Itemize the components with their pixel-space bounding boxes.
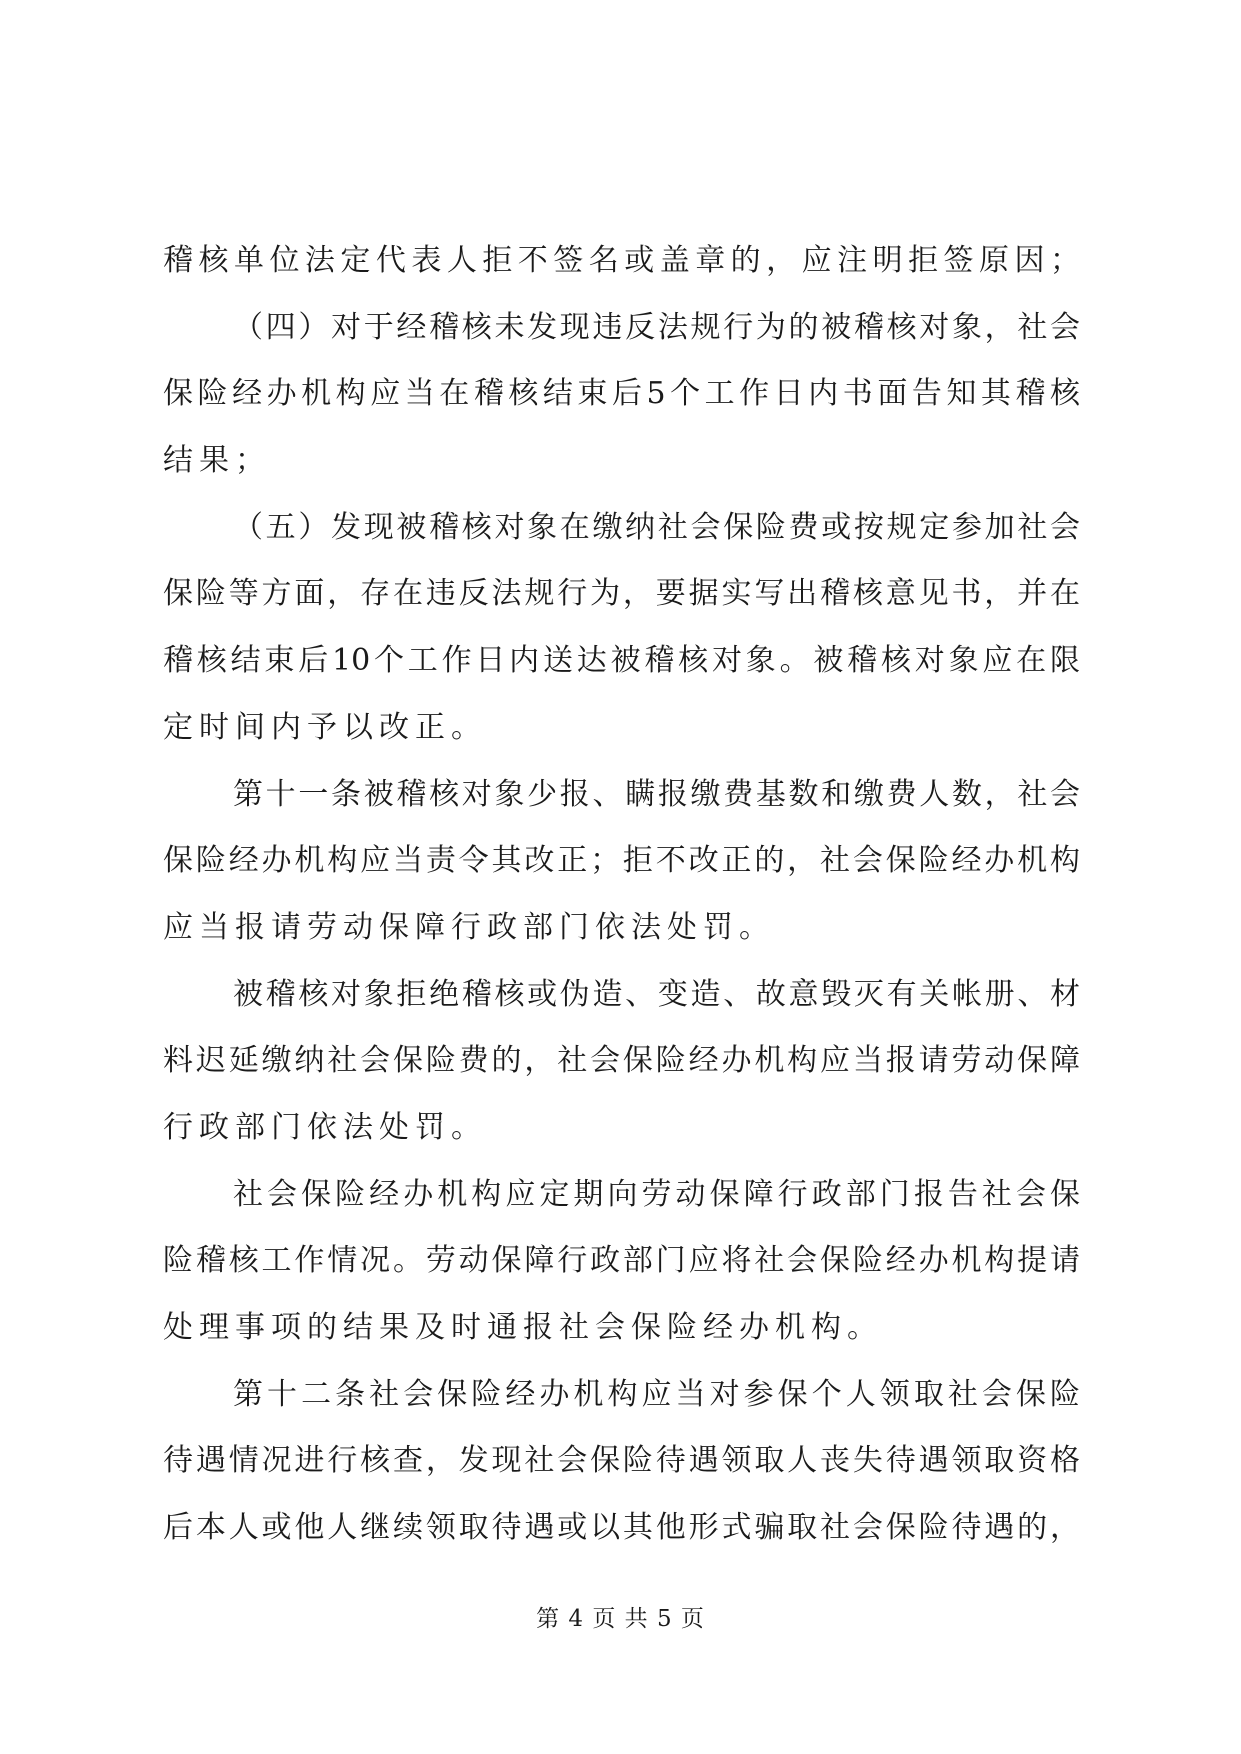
text-line: 处理事项的结果及时通报社会保险经办机构。 xyxy=(163,1310,883,1345)
text-line: 第十一条被稽核对象少报、瞒报缴费基数和缴费人数，社会 xyxy=(233,776,1080,812)
text-line: 保险经办机构应当在稽核结束后5个工作日内书面告知其稽核 xyxy=(163,376,1080,412)
text-line: 被稽核对象拒绝稽核或伪造、变造、故意毁灭有关帐册、材 xyxy=(233,976,1080,1012)
text-line: 稽核单位法定代表人拒不签名或盖章的，应注明拒签原因； xyxy=(163,243,1080,278)
text-line: 待遇情况进行核查，发现社会保险待遇领取人丧失待遇领取资格 xyxy=(163,1443,1080,1479)
text-line: 应当报请劳动保障行政部门依法处罚。 xyxy=(163,909,775,945)
text-line: 险稽核工作情况。劳动保障行政部门应将社会保险经办机构提请 xyxy=(163,1243,1080,1279)
text-line: 结果； xyxy=(163,443,271,479)
body-text xyxy=(163,228,1080,1562)
text-line: （五）发现被稽核对象在缴纳社会保险费或按规定参加社会 xyxy=(233,509,1080,545)
text-line: 行政部门依法处罚。 xyxy=(163,1109,487,1145)
text-line: 料迟延缴纳社会保险费的，社会保险经办机构应当报请劳动保障 xyxy=(163,1043,1080,1079)
text-line: 定时间内予以改正。 xyxy=(163,709,487,745)
page-footer xyxy=(0,1600,1241,1633)
text-line: 第十二条社会保险经办机构应当对参保个人领取社会保险 xyxy=(233,1376,1080,1412)
text-line: 后本人或他人继续领取待遇或以其他形式骗取社会保险待遇的， xyxy=(163,1510,1080,1546)
text-line: 保险经办机构应当责令其改正；拒不改正的，社会保险经办机构 xyxy=(163,843,1080,879)
text-line: 稽核结束后10个工作日内送达被稽核对象。被稽核对象应在限 xyxy=(163,643,1080,679)
text-line: 社会保险经办机构应定期向劳动保障行政部门报告社会保 xyxy=(233,1176,1080,1212)
text-line: 保险等方面，存在违反法规行为，要据实写出稽核意见书，并在 xyxy=(163,576,1080,612)
text-line: （四）对于经稽核未发现违反法规行为的被稽核对象，社会 xyxy=(233,309,1080,345)
page-number: 第 4 页 共 5 页 xyxy=(536,1606,705,1632)
